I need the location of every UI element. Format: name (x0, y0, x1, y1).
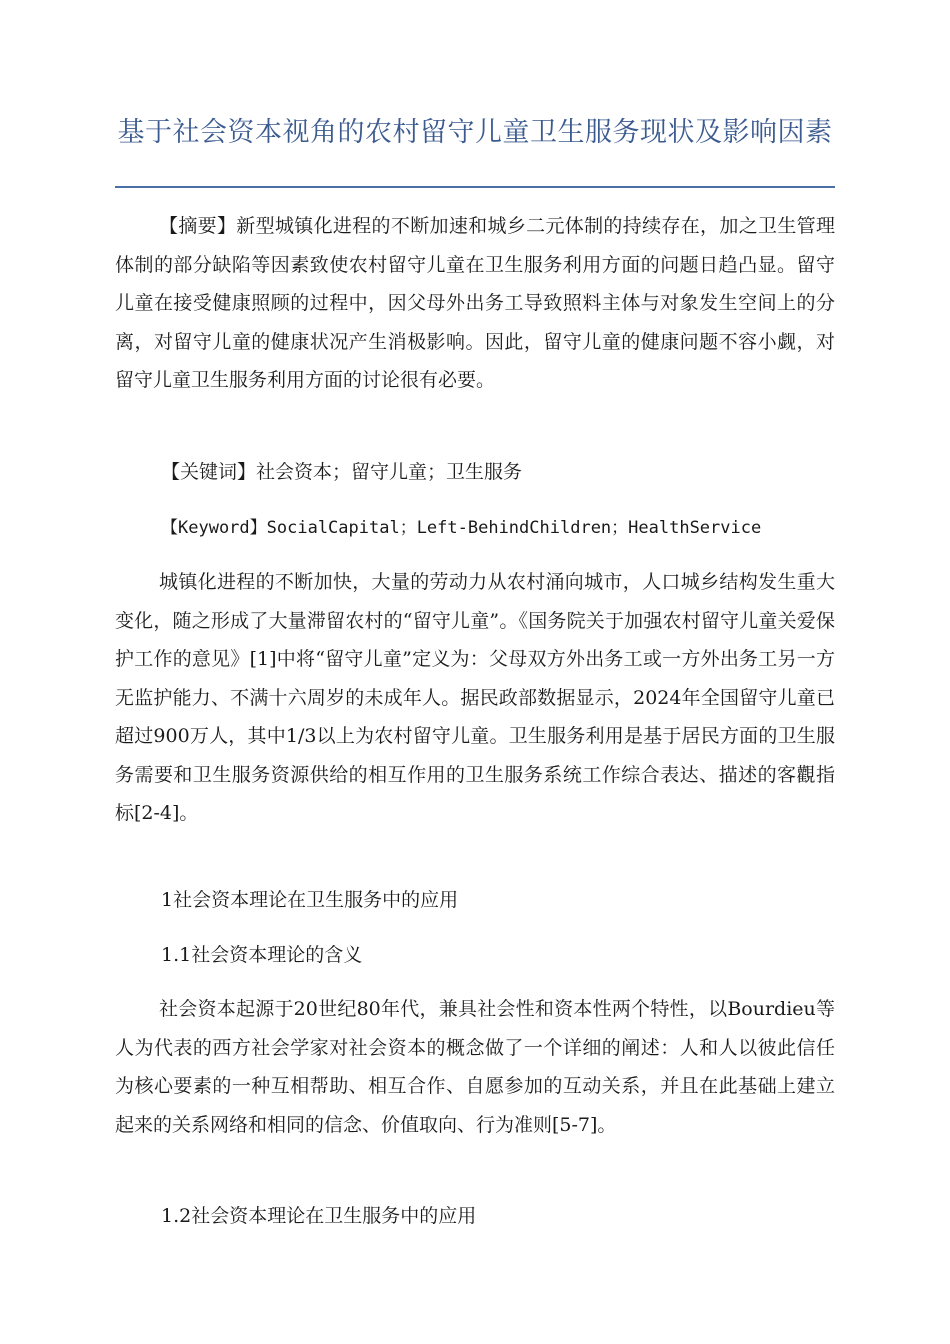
keywords-chinese: 【关键词】社会资本；留守儿童；卫生服务 (161, 461, 523, 483)
abstract-paragraph: 【摘要】新型城镇化进程的不断加速和城乡二元体制的持续存在，加之卫生管理体制的部分缺陷等因素致使农村留守儿童在卫生服务利用方面的问题日趋凸显。留守儿童在接受健康照顾的过程中，因父母外出务工导致照料主体与对象发生空间上的分离，对留守儿童的健康状况产生消极影响。因此，留守儿童的健康问题不容小觑，对留守儿童卫生服务利用方面的讨论很有必要。 (115, 215, 835, 391)
keywords-english-text: 【Keyword】SocialCapital；Left-BehindChildren；HealthService (161, 518, 762, 538)
keywords-english (161, 512, 881, 543)
section-1-1-paragraph: 社会资本起源于20世纪80年代，兼具社会性和资本性两个特性，以Bourdieu等人为代表的西方社会学家对社会资本的概念做了一个详细的阐述：人和人以彼此信任为核心要素的一种互相帮助、相互合作、自愿参加的互动关系，并且在此基础上建立起来的关系网络和相同的信念、价值取向、行为准则[5-7]。 (115, 998, 835, 1136)
document-title: 基于社会资本视角的农村留守儿童卫生服务现状及影响因素 (117, 117, 833, 148)
section-heading-1-1: 1.1社会资本理论的含义 (161, 944, 363, 966)
section-heading-1: 1社会资本理论在卫生服务中的应用 (161, 889, 459, 911)
section-heading-1-2: 1.2社会资本理论在卫生服务中的应用 (161, 1205, 477, 1227)
introduction-paragraph: 城镇化进程的不断加快，大量的劳动力从农村涌向城市，人口城乡结构发生重大变化，随之形成了大量滞留农村的“留守儿童”。《国务院关于加强农村留守儿童关爱保护工作的意见》[1]中将“留守儿童”定义为：父母双方外出务工或一方外出务工另一方无监护能力、不满十六周岁的未成年人。据民政部数据显示，2024年全国留守儿童已超过900万人，其中1/3以上为农村留守儿童。卫生服务利用是基于居民方面的卫生服务需要和卫生服务资源供给的相互作用的卫生服务系统工作综合表达、描述的客觀指标[2-4]。 (115, 571, 835, 824)
title-divider (115, 186, 835, 188)
